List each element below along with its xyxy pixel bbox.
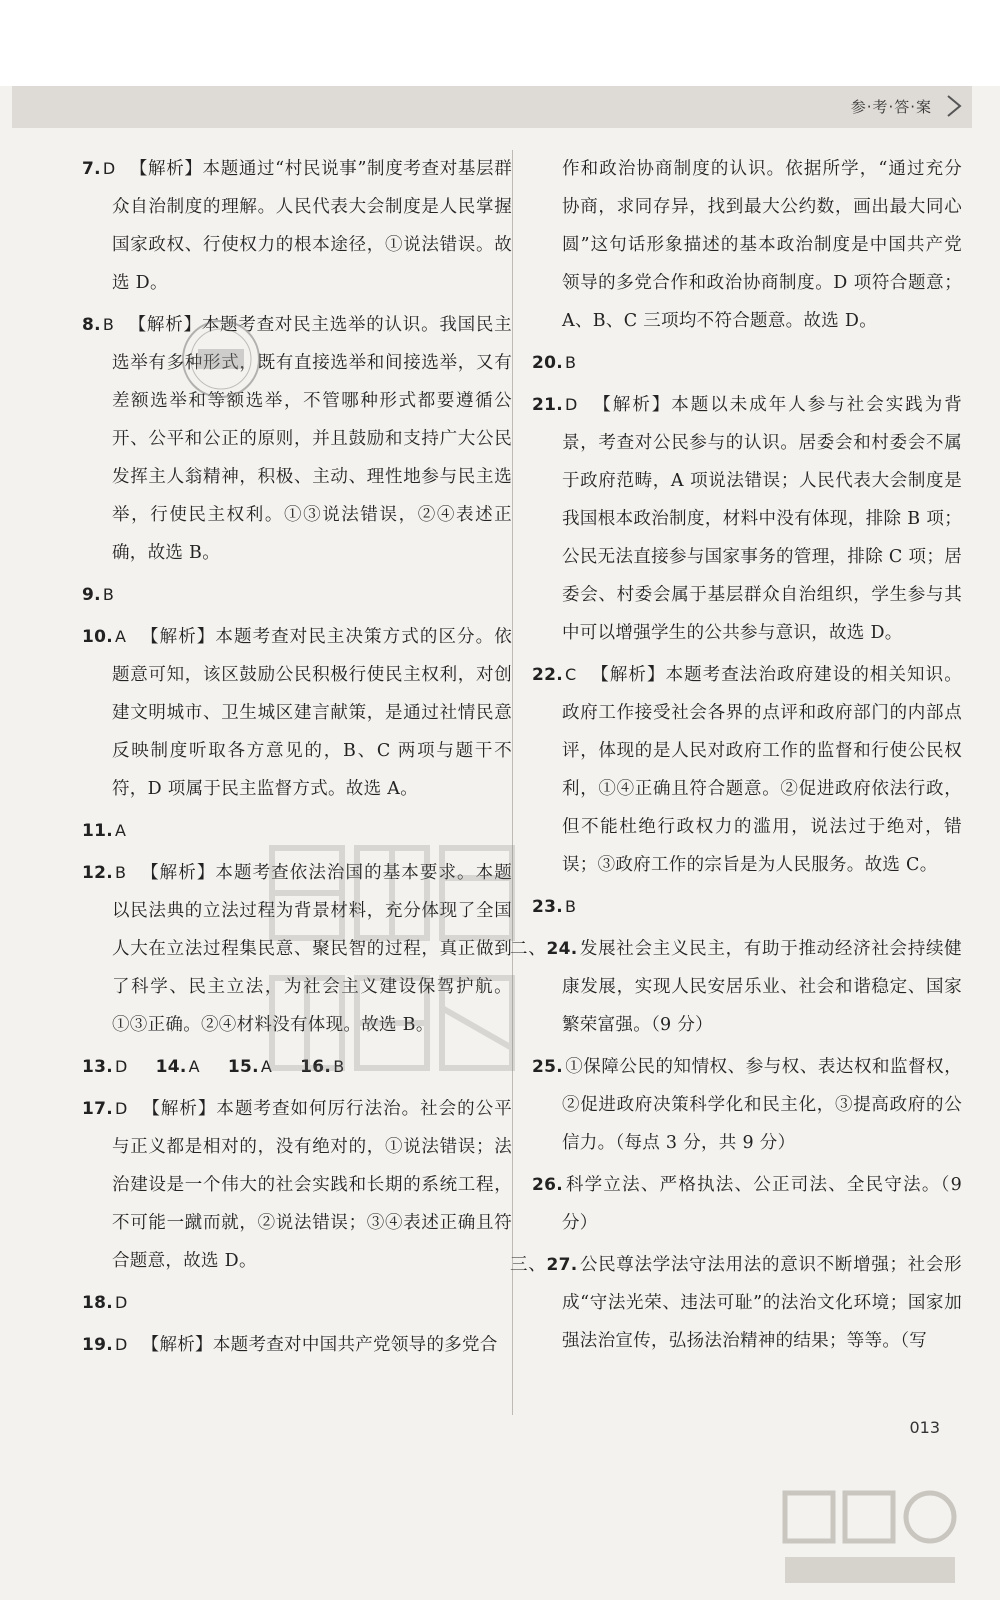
answer-group — [82, 1057, 128, 1077]
question-number: 23. — [532, 897, 564, 917]
answer-choice: D — [115, 1057, 128, 1076]
answer-item — [82, 618, 512, 808]
left-column — [82, 150, 512, 1368]
watermark-stamp — [178, 316, 264, 402]
question-number: 12. — [82, 863, 114, 883]
answer-choice: A — [260, 1057, 273, 1076]
answer-choice: B — [102, 585, 115, 604]
answer-choice: D — [102, 159, 116, 178]
answer-item — [82, 306, 512, 572]
answer-item — [82, 576, 512, 614]
explanation-text: 【解析】本题考查如何厉行法治。社会的公平与正义都是相对的，没有绝对的，①说法错误；法治建设是一个伟大的社会实践和长期的系统工程，不可能一蹴而就，②说法错误；③④表述正确且符合题意，故选 D。 — [112, 1099, 512, 1271]
explanation-text: 【解析】本题通过“村民说事”制度考查对基层群众自治制度的理解。人民代表大会制度是人民掌握国家政权、行使权力的根本途径，①说法错误。故选 D。 — [112, 159, 512, 293]
answer-item — [510, 1246, 962, 1360]
explanation-text: 【解析】本题考查对民主选举的认识。我国民主选举有多种形式，既有直接选举和间接选举，又有差额选举和等额选举，不管哪种形式都要遵循公开、公平和公正的原则，并且鼓励和支持广大公民发挥主人翁精神，积极、主动、理性地参与民主选举，行使民主权利。①③说法错误，②④表述正确，故选 B。 — [112, 315, 512, 563]
column-divider — [512, 150, 513, 1415]
chevron-right-icon — [944, 94, 964, 118]
section-prefix: 二、 — [510, 939, 547, 959]
explanation-text: 【解析】本题考查法治政府建设的相关知识。政府工作接受社会各界的点评和政府部门的内部点评，体现的是人民对政府工作的监督和行使公民权利，①④正确且符合题意。②促进政府依法行政，但不能杜绝行政权力的滥用，说法过于绝对，错误；③政府工作的宗旨是为人民服务。故选 C。 — [562, 665, 962, 875]
question-number: 9. — [82, 585, 101, 605]
explanation-text: 【解析】本题考查对中国共产党领导的多党合 — [141, 1335, 498, 1355]
answer-item — [82, 150, 512, 302]
question-number: 7. — [82, 159, 101, 179]
answer-choice: B — [115, 863, 127, 882]
question-number: 24. — [546, 939, 578, 959]
answer-group — [156, 1057, 200, 1077]
explanation-text: ①保障公民的知情权、参与权、表达权和监督权，②促进政府决策科学化和民主化，③提高政府的公信力。（每点 3 分，共 9 分） — [562, 1057, 962, 1153]
question-number: 13. — [82, 1057, 114, 1077]
explanation-text: 【解析】本题考查对民主决策方式的区分。依题意可知，该区鼓励公民积极行使民主权利，对创建文明城市、卫生城区建言献策，是通过社情民意反映制度听取各方意见的，B、C 两项与题干不符，D 项属于民主监督方式。故选 A。 — [112, 627, 512, 799]
answer-choice: D — [115, 1335, 128, 1354]
question-number: 25. — [532, 1057, 564, 1077]
answer-choice: D — [565, 395, 578, 414]
answer-choice: A — [115, 821, 127, 840]
answer-item — [532, 1048, 962, 1162]
answer-item — [510, 930, 962, 1044]
explanation-text: 作和政治协商制度的认识。依据所学，“通过充分协商，求同存异，找到最大公约数，画出最大同心圆”这句话形象描述的基本政治制度是中国共产党领导的多党合作和政治协商制度。D 项符合题意；A、B、C 三项均不符合题意。故选 D。 — [562, 159, 962, 331]
answer-choice: B — [102, 315, 115, 334]
answer-choice: A — [188, 1057, 200, 1076]
answer-item — [532, 386, 962, 652]
answer-choice: D — [115, 1099, 128, 1118]
question-number: 8. — [82, 315, 101, 335]
question-number: 27. — [546, 1255, 578, 1275]
answer-choice: B — [333, 1057, 345, 1076]
explanation-text: 【解析】本题以未成年人参与社会实践为背景，考查对公民参与的认识。居委会和村委会不属于政府范畴，A 项说法错误；人民代表大会制度是我国根本政治制度，材料中没有体现，排除 B 项；公民无法直接参与国家事务的管理，排除 C 项；居委会、村委会属于基层群众自治组织，学生参与其中可以增强学生的公共参与意识，故选 D。 — [562, 395, 962, 643]
explanation-text: 公民尊法学法守法用法的意识不断增强；社会形成“守法光荣、违法可耻”的法治文化环境；国家加强法治宣传，弘扬法治精神的结果；等等。（写 — [562, 1255, 962, 1351]
page-number: 013 — [909, 1418, 940, 1437]
answer-choice: B — [565, 353, 577, 372]
answer-item — [532, 344, 962, 382]
question-number: 16. — [300, 1057, 332, 1077]
section-prefix: 三、 — [510, 1255, 547, 1275]
question-number: 20. — [532, 353, 564, 373]
answer-item — [82, 1284, 512, 1322]
answer-choice: D — [115, 1293, 128, 1312]
question-number: 11. — [82, 821, 114, 841]
page-top-margin — [0, 0, 1000, 86]
watermark-large — [262, 838, 522, 1088]
question-number: 10. — [82, 627, 114, 647]
explanation-text: 科学立法、严格执法、公正司法、全民守法。（9 分） — [562, 1175, 962, 1233]
question-number: 18. — [82, 1293, 114, 1313]
question-number: 17. — [82, 1099, 114, 1119]
answer-item — [82, 1090, 512, 1280]
question-number: 26. — [532, 1175, 564, 1195]
question-number: 14. — [155, 1057, 187, 1077]
right-column — [510, 150, 962, 1364]
question-number: 15. — [227, 1057, 259, 1077]
question-number: 19. — [82, 1335, 114, 1355]
answer-item — [82, 1326, 512, 1364]
answer-item — [532, 1166, 962, 1242]
answer-choice: B — [565, 897, 577, 916]
header-label: 参·考·答·案 — [850, 98, 932, 116]
header-band — [12, 86, 972, 128]
footer-logo — [780, 1485, 960, 1590]
answer-choice: A — [115, 627, 127, 646]
answer-item — [532, 656, 962, 884]
explanation-text: 发展社会主义民主，有助于推动经济社会持续健康发展，实现人民安居乐业、社会和谐稳定、国家繁荣富强。（9 分） — [562, 939, 962, 1035]
question-number: 21. — [532, 395, 564, 415]
answer-item — [532, 150, 962, 340]
explanation-text: 【解析】本题考查依法治国的基本要求。本题以民法典的立法过程为背景材料，充分体现了全国人大在立法过程集民意、聚民智的过程，真正做到了科学、民主立法，为社会主义建设保驾护航。①③正确。②④材料没有体现。故选 B。 — [112, 863, 512, 1035]
answer-choice: C — [565, 665, 577, 684]
question-number: 22. — [532, 665, 564, 685]
answer-item — [532, 888, 962, 926]
